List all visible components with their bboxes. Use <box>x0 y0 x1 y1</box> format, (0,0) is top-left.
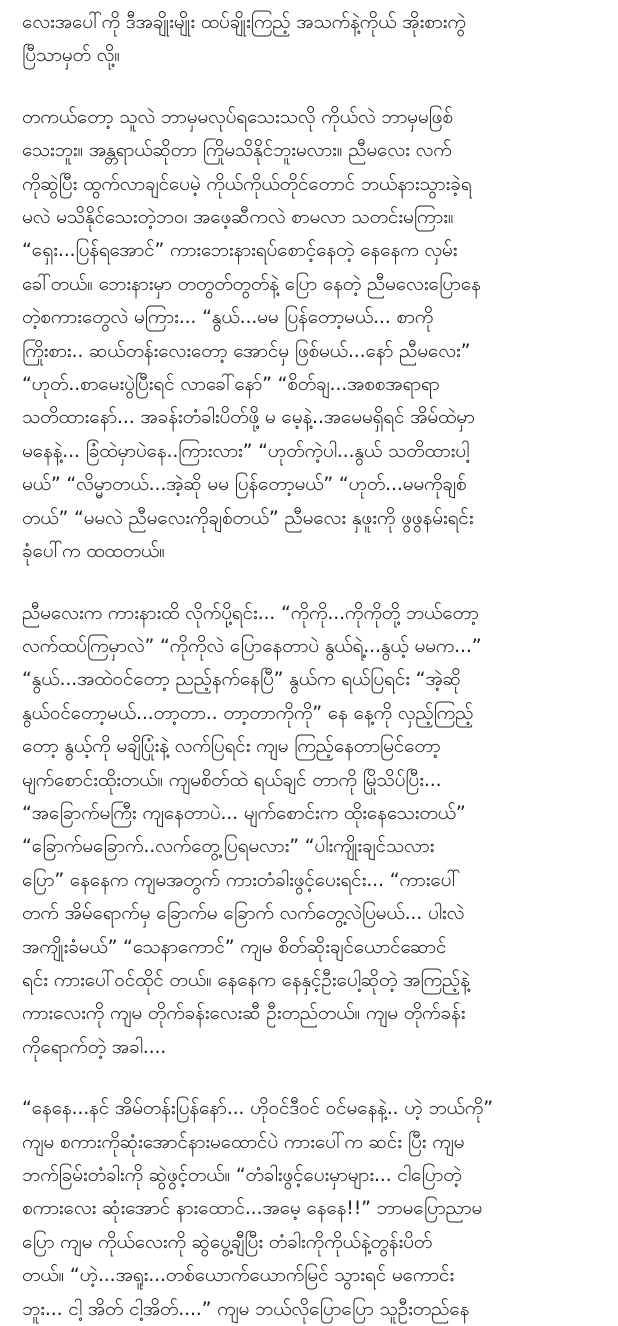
text-line: “ဟုတ်..စာမေးပွဲပြီးရင် လာခေါ်နော်” “စိတ်ချ...အစစအရာရာ <box>22 373 440 396</box>
text-line: ခေါ်တယ်။ ဘေးနားမှာ တတွတ်တွတ်နဲ့ ပြော နေတဲ့ ညီမလေးပြောနေ <box>22 272 481 295</box>
text-line: “ခြောက်မခြောက်..လက်တွေ့ပြရမလား” “ပါးကျိုးချင်သလား <box>22 835 435 858</box>
text-line: သတိထားနော်... အခန်းတံခါးပိတ်ဖို့ မ မေ့နဲ့..အမေမရှိရင် အိမ်ထဲမှာ <box>22 406 475 429</box>
text-line: ပြော” နေနေက ကျမအတွက် ကားတံခါးဖွင့်ပေးရင်း... “ကားပေါ် <box>22 868 460 891</box>
paragraph <box>22 6 596 73</box>
text-line: တဲ့စကားတွေလဲ မကြား... “နွယ်...မမ ပြန်တော့မယ်... စာကို <box>22 306 434 329</box>
text-line: ခုံပေါ်က ထထတယ်။ <box>22 540 165 563</box>
paragraph <box>22 597 596 1065</box>
text-line: “ရှေး...ပြန်ရအောင်” ကားဘေးနားရပ်စောင့်နေတဲ့ နေနေက လှမ်း <box>22 239 458 262</box>
text-line: မျက်စောင်းထိုးတယ်။ ကျမစိတ်ထဲ ရယ်ချင် တာကို မြိုသိပ်ပြီး... <box>22 768 442 791</box>
paragraph <box>22 101 596 569</box>
text-line: တက် အိမ်ရောက်မှ ခြောက်မ ခြောက် လက်တွေ့လဲပြမယ်... ပါးလဲ <box>22 902 465 925</box>
text-line: စကားလေး ဆုံးအောင် နားထောင်...အမေ့ နေနေ!!” ဘာမပြောညာမ <box>22 1197 483 1220</box>
text-line: တယ်” “မမလဲ ညီမလေးကိုချစ်တယ်” ညီမလေး နှဖူးကို ဖွဖွနမ်းရင်း <box>22 506 474 529</box>
text-line: “နေနေ...နင် အိမ်တန်းပြန်နော်... ဟိုဝင်ဒီဝင် ဝင်မနေနဲ့.. ဟဲ့ ဘယ်ကို” <box>22 1097 493 1120</box>
text-line: ရင်း ကားပေါ်ဝင်ထိုင် တယ်။ နေနေက နေနှင့်ဦးပေါ့ဆိုတဲ့ အကြည့်နဲ့ <box>22 968 470 991</box>
text-line: ဘက်ခြမ်းတံခါးကို ဆွဲဖွင့်တယ်။ “တံခါးဖွင့်ပေးမှာများ... ငါပြောတဲ့ <box>22 1164 462 1186</box>
text-line: သေးဘူး။ အန္တရာယ်ဆိုတာ ကြိုမသိနိုင်ဘူးမလား။ ညီမလေး လက် <box>22 139 452 162</box>
text-line: ညီမလေးက ကားနားထိ လိုက်ပို့ရင်း... “ကိုကို...ကိုကိုတို့ ဘယ်တော့ <box>22 601 479 624</box>
text-line: ကျမ စကားကိုဆုံးအောင်နားမထောင်ပဲ ကားပေါ်က ဆင်း ပြီး ကျမ <box>22 1130 465 1153</box>
text-line: နွယ်ဝင်တော့မယ်...တာ့တာ.. တာ့တာကိုကို” နေ နေ့ကို လှည့်ကြည့် <box>22 701 474 724</box>
paragraph <box>22 1092 596 1326</box>
text-line: တယ်။ “ဟဲ့...အရူး...တစ်ယောက်ယောက်မြင် သွားရင် မကောင်း <box>22 1264 455 1287</box>
text-line: ပြော ကျမ ကိုယ်လေးကို ဆွဲပွေ့ချီပြီး တံခါးကိုကိုယ်နဲ့တွန်းပိတ် <box>22 1230 433 1253</box>
text-line: ကိုရောက်တဲ့ အခါ.... <box>22 1035 167 1058</box>
text-line: လက်ထပ်ကြမှာလဲ” “ကိုကိုလဲ ပြောနေတာပဲ နွယ်ရဲ့...နွယ့် မမက...” <box>22 634 482 657</box>
text-line: ကြိုးစား.. ဆယ်တန်းလေးတော့ အောင်မှ ဖြစ်မယ်...နော် ညီမလေး” <box>22 339 471 362</box>
text-line: “အခြောက်မကြီး ကျနေတာပဲ... မျက်စောင်းက ထိုးနေသေးတယ်” <box>22 801 466 824</box>
text-line: တော့ နွယ့်ကို မချိပြုံးနဲ့ လက်ပြရင်း ကျမ ကြည့်နေတာမြင်တော့ <box>22 735 441 758</box>
text-line: မလဲ မသိနိုင်သေးတဲ့ဘဝ၊ အဖေ့ဆီကလဲ စာမလာ သတင်းမကြား။ <box>22 206 454 229</box>
text-line: မနေနဲ့... ခြံထဲမှာပဲနေ..ကြားလား” “ဟုတ်ကဲ့ပါ...နွယ် သတိထားပါ့ <box>22 439 470 462</box>
text-line: ပြီသာမှတ် လို့။ <box>22 44 120 67</box>
text-line: မယ်” “လိမ္မာတယ်...အဲ့ဆို မမ ပြန်တော့မယ်” “ဟုတ်...မမကိုချစ် <box>22 473 467 496</box>
text-line: ကိုဆွဲပြီး ထွက်လာချင်ပေမဲ့ ကိုယ်ကိုယ်တိုင်တောင် ဘယ်နားသွားခဲ့ရ <box>22 172 472 195</box>
text-line: လေးအပေါ်ကို ဒီအချိုးမျိုး ထပ်ချိုးကြည့် အသက်နဲ့ကိုယ် အိုးစားကွဲ <box>22 11 466 33</box>
text-line: တကယ်တော့ သူလဲ ဘာမှမလုပ်ရသေးသလို ကိုယ်လဲ ဘာမှမဖြစ် <box>22 105 453 128</box>
text-line: ကားလေးကို ကျမ တိုက်ခန်းလေးဆီ ဦးတည်တယ်။ ကျမ တိုက်ခန်း <box>22 1002 466 1025</box>
text-line: အကျိုးခံမယ်” “သေနာကောင်” ကျမ စိတ်ဆိုးချင်ယောင်ဆောင် <box>22 935 447 958</box>
text-line: ဘူး... ငါ့ အိတ် ငါ့အိတ်....” ကျမ ဘယ်လိုပြောပြော သူဦးတည်နေ <box>22 1297 470 1320</box>
text-line: “နွယ်...အထဲဝင်တော့ ညည့်နက်နေပြီ” နွယ်က ရယ်ပြရင်း “အဲ့ဆို <box>22 668 461 691</box>
